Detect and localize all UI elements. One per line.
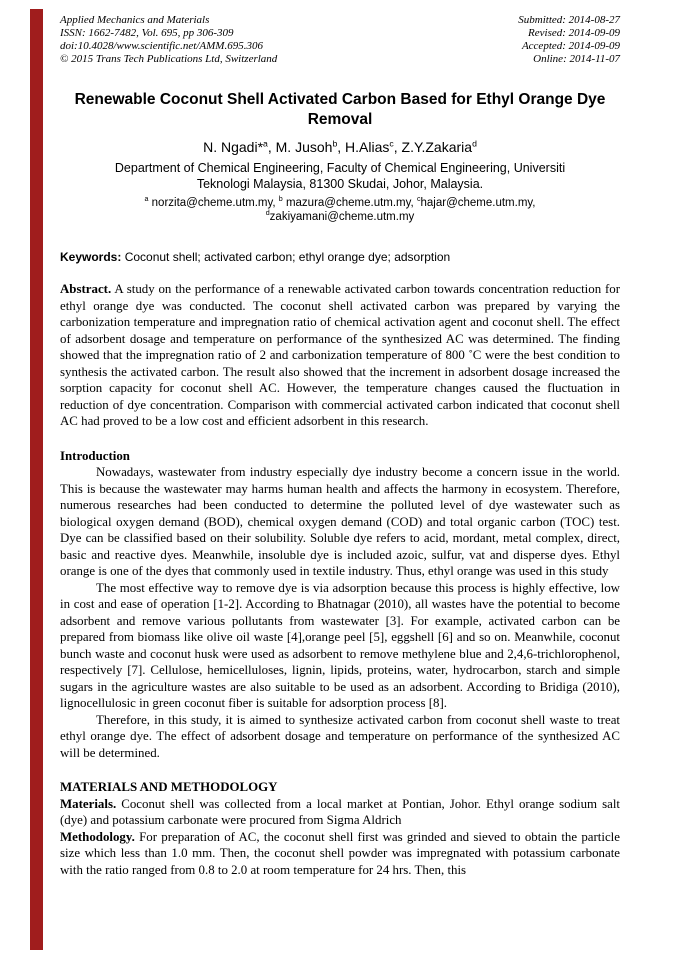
email-affiliation-mark: b: [278, 195, 283, 204]
author-emails-line-1: [60, 196, 620, 210]
author-email: mazura@cheme.utm.my,: [282, 197, 417, 209]
journal-meta-left: [60, 14, 277, 66]
journal-meta-right: [518, 14, 620, 66]
author-name: N. Ngadi*: [203, 139, 264, 155]
section-heading-introduction: Introduction: [60, 448, 130, 463]
author-affiliation-mark: b: [332, 138, 338, 149]
journal-issn-volume: ISSN: 1662-7482, Vol. 695, pp 306-309: [60, 27, 234, 39]
author-emails: [60, 196, 620, 224]
abstract-text: A study on the performance of a renewable activated carbon towards concentration reduction for ethyl orange dye was conducted. The coconut shell activated carbon was prepared by varying the carbonization temperature and impregnation ratio of chemical activation agent and coconut shell. The effect of adsorbent dosage and temperature on performance of the synthesized AC was determined. The finding showed that the impregnation ratio of 2 and carbonization temperature of 800 ˚C were the best condition to synthesis the activated carbon. The result also showed that the increment in adsorbent dosage increased the sorption capacity for coconut shell AC. However, the temperature changes caused the fluctuation in reduction of dye concentration. Comparison with commercial activated carbon indicated that coconut shell AC had proved to be a low cost and efficient adsorbent in this research.: [60, 282, 620, 428]
journal-doi: doi:10.4028/www.scientific.net/AMM.695.306: [60, 40, 263, 52]
email-affiliation-mark: a: [144, 195, 149, 204]
materials-paragraph: [60, 796, 620, 829]
keywords-text: Coconut shell; activated carbon; ethyl orange dye; adsorption: [121, 250, 451, 264]
accepted-date: Accepted: 2014-09-09: [521, 40, 620, 52]
author-affiliation-mark: a: [263, 138, 268, 149]
online-date: Online: 2014-11-07: [533, 53, 620, 65]
introduction-paragraph-1: Nowadays, wastewater from industry especially dye industry become a concern issue in the world. This is because the wastewater may harms human health and affects the harmony in ecosystem. Therefore, numerous researches had been conducted to determine the polluted level of dye wastewater such as biological oxygen demand (BOD), chemical oxygen demand (COD) and total organic carbon (TOC) test. Dye can be classified based on their solubility. Soluble dye refers to acid, mordant, metal complex, direct, basic and reactive dyes. Meanwhile, insoluble dye is included azoic, sulfur, vat and disperse dyes. Ethyl orange is one of the dyes that commonly used in textile industry. Thus, ethyl orange was used in this study: [60, 465, 620, 578]
section-heading-materials-methodology: MATERIALS AND METHODOLOGY: [60, 780, 278, 794]
materials-label: Materials.: [60, 796, 117, 811]
submitted-date: Submitted: 2014-08-27: [518, 14, 620, 26]
author-email: zakiyamani@cheme.utm.my: [269, 211, 415, 223]
paper-title: Renewable Coconut Shell Activated Carbon Based for Ethyl Orange Dye Removal: [74, 91, 606, 128]
left-margin-bar: [30, 9, 43, 950]
paper-page: [60, 14, 620, 878]
keywords-line: [60, 250, 620, 265]
author-name: , H.Alias: [337, 139, 390, 155]
introduction-paragraph-2: The most effective way to remove dye is via adsorption because this process is highly effective, low in cost and ease of operation [1-2]. According to Bhatnagar (2010), all wastes have the potential to become adsorbent and remove various pollutants from wastewater [3]. For example, activated carbon can be prepared from biomass like olive oil waste [4],orange peel [5], eggshell [6] and so on. Meanwhile, coconut bunch waste and coconut husk were used as adsorbent to remove methylene blue and 2,4,6-trichlorophenol, respectively [7]. Cellulose, hemicelluloses, lignin, lipids, proteins, water, hydrocarbon, starch and simple sugars in the agriculture wastes are also suitable to be used as an adsorbent. According to Bridiga (2010), lignocellulosic in green coconut fiber is suitable for adsorption process [8].: [60, 580, 620, 710]
revised-date: Revised: 2014-09-09: [528, 27, 620, 39]
author-emails-line-2: [60, 210, 620, 224]
author-email: norzita@cheme.utm.my,: [148, 197, 279, 209]
email-affiliation-mark: c: [416, 195, 421, 204]
methodology-text: For preparation of AC, the coconut shell first was grinded and sieved to obtain the particle size which less than 1.0 mm. Then, the coconut shell powder was impregnated with potassium carbonate with the ratio ranged from 0.8 to 2.0 at room temperature for 24 hrs. Then, this: [60, 829, 620, 877]
journal-copyright: © 2015 Trans Tech Publications Ltd, Switzerland: [60, 53, 278, 65]
abstract-paragraph: [60, 281, 620, 430]
author-affiliation-mark: d: [472, 138, 477, 149]
author-email: hajar@cheme.utm.my,: [420, 197, 536, 209]
authors-line: [60, 138, 620, 156]
author-name: , M. Jusoh: [267, 139, 333, 155]
introduction-paragraph-3: Therefore, in this study, it is aimed to synthesize activated carbon from coconut shell waste to treat ethyl orange dye. The effect of adsorbent dosage and temperature on performance of the synthesized AC will be determined.: [60, 712, 620, 760]
email-affiliation-mark: d: [265, 209, 270, 218]
affiliation: Department of Chemical Engineering, Faculty of Chemical Engineering, Universiti Teknologi Malaysia, 81300 Skudai, Johor, Malaysia.: [114, 161, 566, 191]
journal-header: [60, 14, 620, 66]
journal-name: Applied Mechanics and Materials: [60, 14, 210, 26]
methodology-paragraph: [60, 829, 620, 879]
author-affiliation-mark: c: [389, 138, 394, 149]
methodology-label: Methodology.: [60, 829, 135, 844]
keywords-label: Keywords:: [60, 250, 122, 264]
materials-text: Coconut shell was collected from a local market at Pontian, Johor. Ethyl orange sodium salt (dye) and potassium carbonate were procured from Sigma Aldrich: [60, 796, 620, 827]
abstract-label: Abstract.: [60, 282, 112, 296]
author-name: , Z.Y.Zakaria: [393, 139, 473, 155]
